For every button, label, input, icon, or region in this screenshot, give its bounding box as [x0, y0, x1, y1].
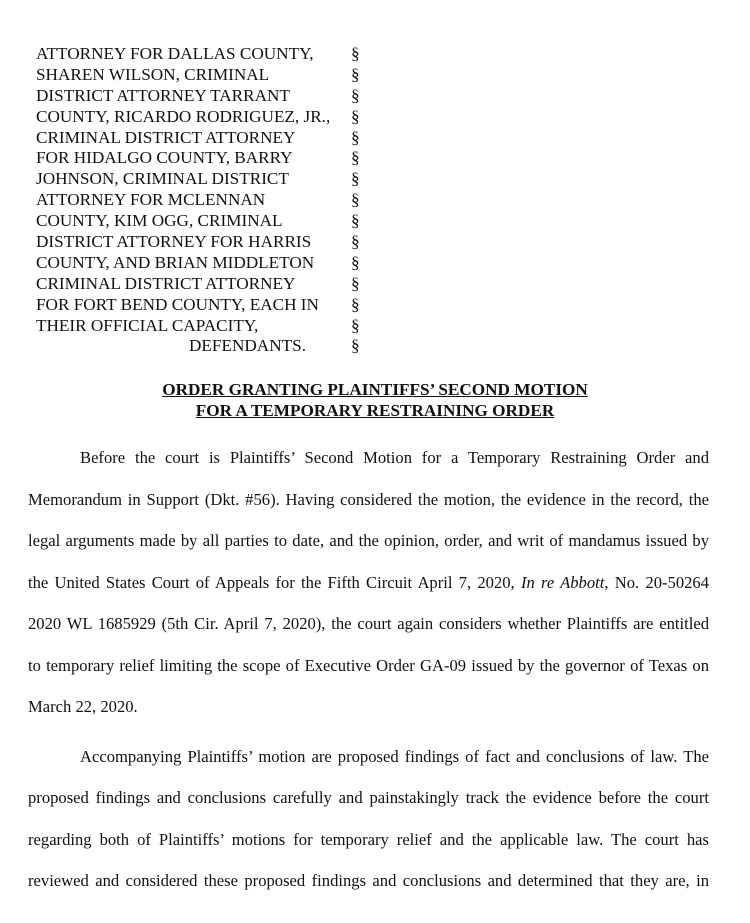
section-symbol: §	[351, 252, 360, 272]
body-line: reviewed and considered these proposed findings and conclusions and determined that they are, in	[28, 871, 709, 890]
citation-number: , No. 20-50264	[604, 572, 710, 592]
body-line: Before the court is Plaintiffs’ Second Motion for a Temporary Restraining Order and	[80, 448, 709, 467]
caption-row	[36, 169, 371, 190]
section-symbol: §	[351, 336, 360, 356]
section-symbol: §	[351, 106, 360, 126]
caption-row	[36, 86, 371, 107]
caption-row	[36, 316, 371, 337]
caption-line: COUNTY, AND BRIAN MIDDLETON	[36, 252, 315, 272]
section-symbol: §	[351, 315, 360, 335]
body-line: March 22, 2020.	[28, 697, 138, 716]
caption-line: CRIMINAL DISTRICT ATTORNEY	[36, 127, 296, 147]
body-line: Accompanying Plaintiffs’ motion are proposed findings of fact and conclusions of law. The	[80, 746, 709, 766]
section-symbol: §	[351, 44, 360, 63]
caption-line: SHAREN WILSON, CRIMINAL	[36, 64, 270, 84]
caption-row	[36, 253, 371, 274]
body-line-citation	[28, 562, 709, 604]
caption-row	[36, 295, 371, 316]
paragraph-2	[28, 736, 709, 902]
section-symbol: §	[351, 85, 360, 105]
caption-line: FOR HIDALGO COUNTY, BARRY	[36, 148, 293, 168]
order-body	[28, 437, 709, 902]
caption-line: COUNTY, KIM OGG, CRIMINAL	[36, 211, 283, 231]
caption-row	[36, 211, 371, 232]
caption-row	[36, 232, 371, 253]
order-title-line1: ORDER GRANTING PLAINTIFFS’ SECOND MOTION	[162, 380, 588, 399]
section-symbol: §	[351, 211, 360, 231]
section-symbol: §	[351, 294, 360, 314]
citation-text: the United States Court of Appeals for the Fifth Circuit April 7, 2020,	[28, 572, 515, 592]
body-line: Memorandum in Support (Dkt. #56). Having considered the motion, the evidence in the record, the	[28, 489, 709, 509]
body-line: proposed findings and conclusions carefully and painstakingly track the evidence before the court	[28, 788, 709, 807]
caption-row	[36, 44, 371, 65]
caption-line: THEIR OFFICIAL CAPACITY,	[36, 315, 259, 335]
section-symbol: §	[351, 232, 360, 252]
section-symbol: §	[351, 148, 360, 168]
caption-row	[36, 148, 371, 169]
caption-row	[36, 65, 371, 86]
paragraph-1	[28, 437, 709, 728]
caption-row	[36, 107, 371, 128]
caption-line: DISTRICT ATTORNEY TARRANT	[36, 85, 290, 105]
section-symbol: §	[351, 64, 360, 84]
caption-line: DISTRICT ATTORNEY FOR HARRIS	[36, 232, 312, 252]
section-symbol: §	[351, 169, 360, 189]
caption-line: COUNTY, RICARDO RODRIGUEZ, JR.,	[36, 106, 331, 126]
caption-line: ATTORNEY FOR DALLAS COUNTY,	[36, 44, 314, 63]
body-line: to temporary relief limiting the scope of Executive Order GA-09 issued by the governor of Texas on	[28, 655, 709, 675]
body-line: regarding both of Plaintiffs’ motions for temporary relief and the applicable law. The court has	[28, 829, 709, 849]
section-symbol: §	[351, 127, 360, 147]
caption-row	[36, 274, 371, 295]
caption-line: ATTORNEY FOR MCLENNAN	[36, 190, 266, 210]
caption-row	[36, 128, 371, 149]
caption-row	[36, 336, 371, 357]
order-title	[0, 379, 750, 421]
case-caption	[36, 44, 371, 357]
caption-line: FOR FORT BEND COUNTY, EACH IN	[36, 294, 319, 314]
section-symbol: §	[351, 190, 360, 210]
caption-defendants-label: DEFENDANTS.	[189, 336, 306, 356]
caption-line: JOHNSON, CRIMINAL DISTRICT	[36, 169, 289, 189]
order-title-line2: FOR A TEMPORARY RESTRAINING ORDER	[195, 401, 555, 420]
caption-row	[36, 190, 371, 211]
case-name: In re Abbott	[520, 572, 605, 592]
body-line: legal arguments made by all parties to date, and the opinion, order, and writ of mandamus issued by	[28, 531, 709, 550]
section-symbol: §	[351, 273, 360, 293]
body-line: 2020 WL 1685929 (5th Cir. April 7, 2020), the court again considers whether Plaintiffs are entitled	[28, 614, 709, 633]
caption-line: CRIMINAL DISTRICT ATTORNEY	[36, 273, 296, 293]
